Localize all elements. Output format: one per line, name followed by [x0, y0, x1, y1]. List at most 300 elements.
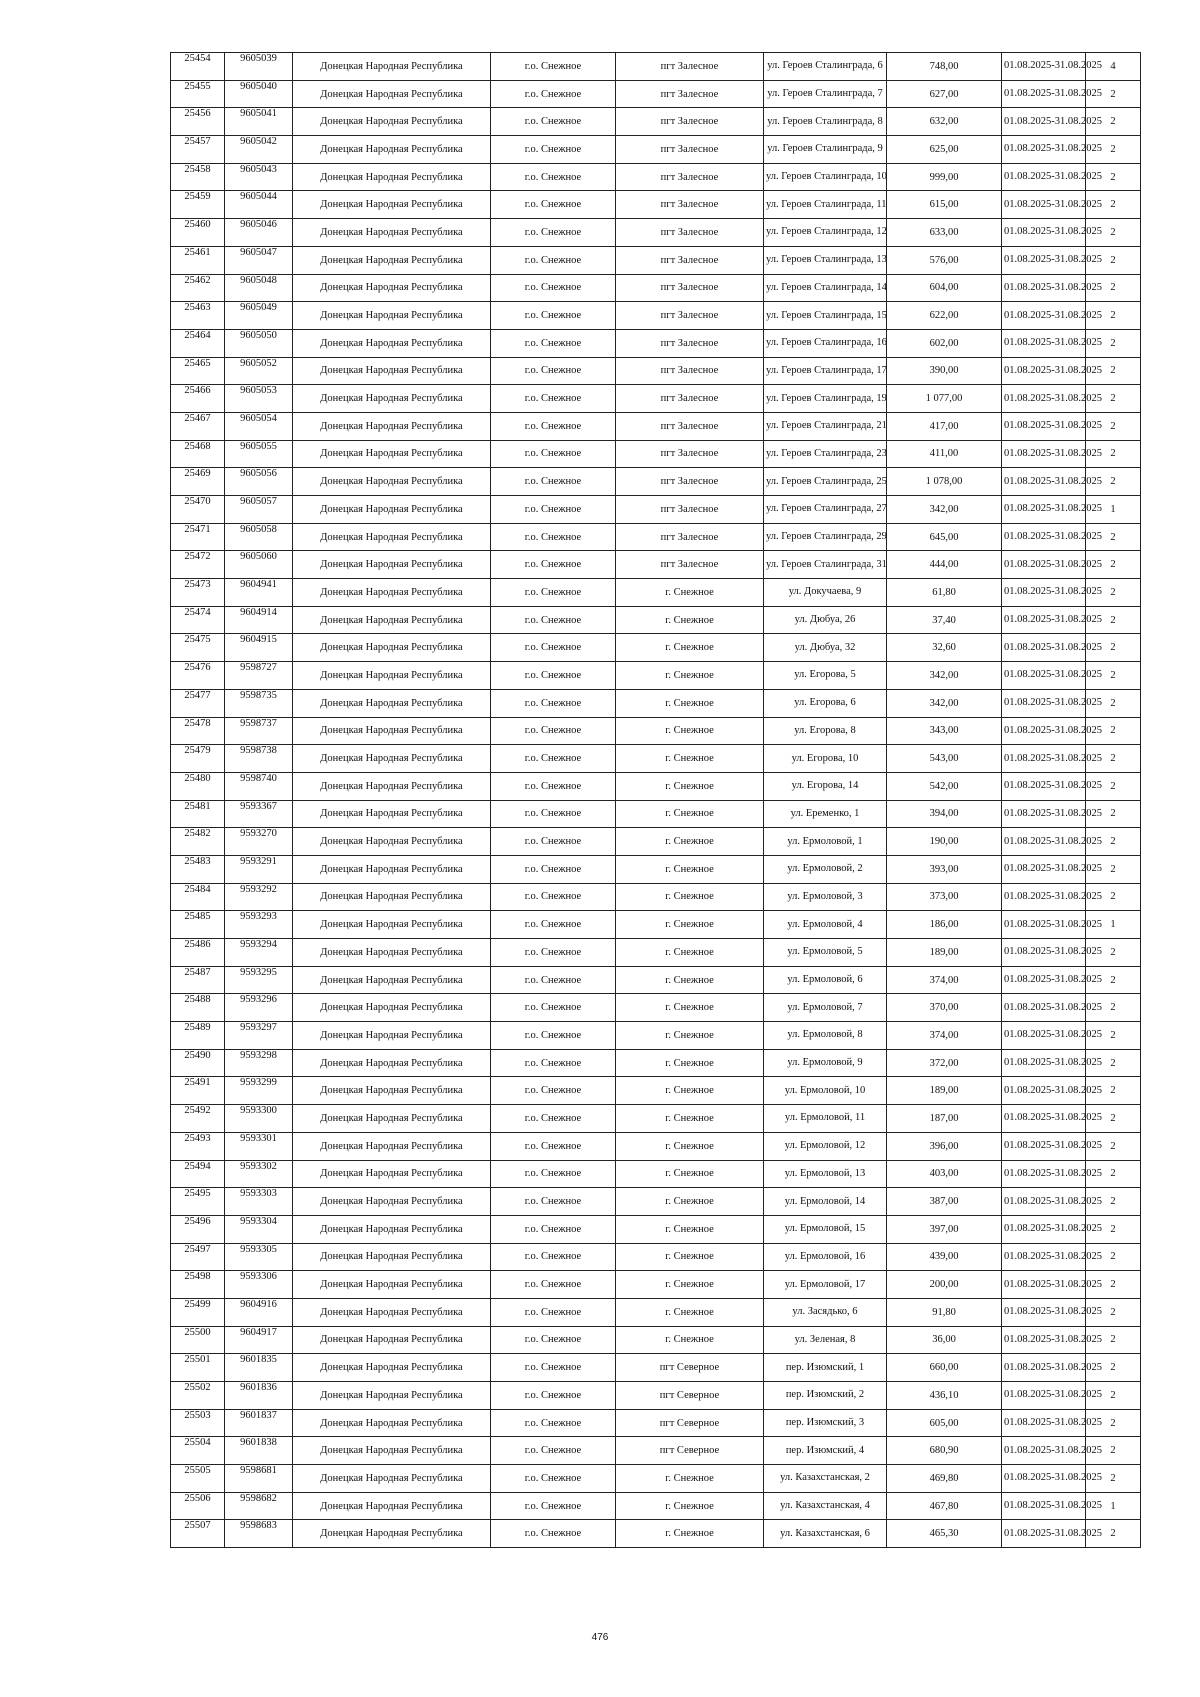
row-number: 25506 — [171, 1492, 225, 1520]
area-value: 604,00 — [887, 274, 1002, 302]
object-code: 9593292 — [225, 883, 293, 911]
area-value: 373,00 — [887, 883, 1002, 911]
table-row — [171, 717, 1141, 745]
republic-name: Донецкая Народная Республика — [293, 1271, 491, 1299]
republic-name: Донецкая Народная Республика — [293, 800, 491, 828]
municipal-district: г.о. Снежное — [491, 1354, 616, 1382]
billing-period: 01.08.2025-31.08.2025 — [1002, 1243, 1086, 1271]
street-address: ул. Ермоловой, 7 — [764, 994, 887, 1022]
billing-period: 01.08.2025-31.08.2025 — [1002, 1437, 1086, 1465]
table-row — [171, 468, 1141, 496]
settlement-name: г. Снежное — [616, 1520, 764, 1548]
republic-name: Донецкая Народная Республика — [293, 939, 491, 967]
count-value: 2 — [1086, 329, 1141, 357]
row-number: 25491 — [171, 1077, 225, 1105]
area-value: 342,00 — [887, 496, 1002, 524]
billing-period: 01.08.2025-31.08.2025 — [1002, 1077, 1086, 1105]
row-number: 25472 — [171, 551, 225, 579]
settlement-name: г. Снежное — [616, 1160, 764, 1188]
republic-name: Донецкая Народная Республика — [293, 1049, 491, 1077]
count-value: 2 — [1086, 302, 1141, 330]
republic-name: Донецкая Народная Республика — [293, 883, 491, 911]
street-address: ул. Ермоловой, 11 — [764, 1105, 887, 1133]
table-row — [171, 412, 1141, 440]
table-row — [171, 1382, 1141, 1410]
area-value: 680,90 — [887, 1437, 1002, 1465]
row-number: 25484 — [171, 883, 225, 911]
billing-period: 01.08.2025-31.08.2025 — [1002, 1160, 1086, 1188]
billing-period: 01.08.2025-31.08.2025 — [1002, 634, 1086, 662]
row-number: 25492 — [171, 1105, 225, 1133]
object-code: 9593294 — [225, 939, 293, 967]
count-value: 2 — [1086, 662, 1141, 690]
count-value: 1 — [1086, 1492, 1141, 1520]
object-code: 9605054 — [225, 412, 293, 440]
object-code: 9598735 — [225, 689, 293, 717]
count-value: 2 — [1086, 717, 1141, 745]
object-code: 9601837 — [225, 1409, 293, 1437]
billing-period: 01.08.2025-31.08.2025 — [1002, 1382, 1086, 1410]
row-number: 25462 — [171, 274, 225, 302]
settlement-name: г. Снежное — [616, 911, 764, 939]
area-value: 372,00 — [887, 1049, 1002, 1077]
republic-name: Донецкая Народная Республика — [293, 717, 491, 745]
table-row — [171, 357, 1141, 385]
street-address: ул. Героев Сталинграда, 25 — [764, 468, 887, 496]
table-row — [171, 1105, 1141, 1133]
count-value: 2 — [1086, 108, 1141, 136]
billing-period: 01.08.2025-31.08.2025 — [1002, 80, 1086, 108]
billing-period: 01.08.2025-31.08.2025 — [1002, 523, 1086, 551]
count-value: 2 — [1086, 468, 1141, 496]
object-code: 9605041 — [225, 108, 293, 136]
object-code: 9593299 — [225, 1077, 293, 1105]
area-value: 625,00 — [887, 136, 1002, 164]
table-row — [171, 274, 1141, 302]
municipal-district: г.о. Снежное — [491, 1022, 616, 1050]
page-number: 476 — [591, 1632, 609, 1643]
republic-name: Донецкая Народная Республика — [293, 246, 491, 274]
billing-period: 01.08.2025-31.08.2025 — [1002, 1215, 1086, 1243]
municipal-district: г.о. Снежное — [491, 1382, 616, 1410]
area-value: 390,00 — [887, 357, 1002, 385]
area-value: 397,00 — [887, 1215, 1002, 1243]
settlement-name: пгт Залесное — [616, 412, 764, 440]
republic-name: Донецкая Народная Республика — [293, 966, 491, 994]
billing-period: 01.08.2025-31.08.2025 — [1002, 828, 1086, 856]
municipal-district: г.о. Снежное — [491, 1160, 616, 1188]
area-value: 37,40 — [887, 606, 1002, 634]
municipal-district: г.о. Снежное — [491, 606, 616, 634]
table-row — [171, 219, 1141, 247]
row-number: 25490 — [171, 1049, 225, 1077]
table-row — [171, 745, 1141, 773]
object-code: 9593300 — [225, 1105, 293, 1133]
street-address: пер. Изюмский, 4 — [764, 1437, 887, 1465]
table-row — [171, 440, 1141, 468]
count-value: 2 — [1086, 1382, 1141, 1410]
street-address: ул. Егорова, 10 — [764, 745, 887, 773]
row-number: 25493 — [171, 1132, 225, 1160]
count-value: 2 — [1086, 855, 1141, 883]
settlement-name: пгт Залесное — [616, 163, 764, 191]
row-number: 25481 — [171, 800, 225, 828]
billing-period: 01.08.2025-31.08.2025 — [1002, 440, 1086, 468]
table-row — [171, 606, 1141, 634]
republic-name: Донецкая Народная Республика — [293, 274, 491, 302]
area-value: 615,00 — [887, 191, 1002, 219]
municipal-district: г.о. Снежное — [491, 1077, 616, 1105]
settlement-name: г. Снежное — [616, 939, 764, 967]
street-address: ул. Героев Сталинграда, 29 — [764, 523, 887, 551]
object-code: 9593293 — [225, 911, 293, 939]
table-row — [171, 191, 1141, 219]
row-number: 25505 — [171, 1465, 225, 1493]
count-value: 1 — [1086, 911, 1141, 939]
area-value: 32,60 — [887, 634, 1002, 662]
municipal-district: г.о. Снежное — [491, 939, 616, 967]
object-code: 9605048 — [225, 274, 293, 302]
row-number: 25464 — [171, 329, 225, 357]
billing-period: 01.08.2025-31.08.2025 — [1002, 191, 1086, 219]
settlement-name: г. Снежное — [616, 883, 764, 911]
object-code: 9593302 — [225, 1160, 293, 1188]
municipal-district: г.о. Снежное — [491, 800, 616, 828]
table-row — [171, 1298, 1141, 1326]
area-value: 627,00 — [887, 80, 1002, 108]
row-number: 25478 — [171, 717, 225, 745]
count-value: 2 — [1086, 1354, 1141, 1382]
republic-name: Донецкая Народная Республика — [293, 412, 491, 440]
row-number: 25459 — [171, 191, 225, 219]
area-value: 396,00 — [887, 1132, 1002, 1160]
object-code: 9598740 — [225, 772, 293, 800]
republic-name: Донецкая Народная Республика — [293, 662, 491, 690]
republic-name: Донецкая Народная Республика — [293, 219, 491, 247]
table-row — [171, 1465, 1141, 1493]
count-value: 2 — [1086, 163, 1141, 191]
street-address: ул. Ермоловой, 4 — [764, 911, 887, 939]
street-address: ул. Героев Сталинграда, 12 — [764, 219, 887, 247]
count-value: 2 — [1086, 80, 1141, 108]
street-address: ул. Ермоловой, 13 — [764, 1160, 887, 1188]
settlement-name: пгт Залесное — [616, 274, 764, 302]
republic-name: Донецкая Народная Республика — [293, 994, 491, 1022]
count-value: 1 — [1086, 496, 1141, 524]
table-row — [171, 1243, 1141, 1271]
row-number: 25465 — [171, 357, 225, 385]
count-value: 2 — [1086, 191, 1141, 219]
settlement-name: пгт Залесное — [616, 357, 764, 385]
settlement-name: пгт Залесное — [616, 385, 764, 413]
count-value: 2 — [1086, 551, 1141, 579]
municipal-district: г.о. Снежное — [491, 855, 616, 883]
street-address: ул. Казахстанская, 4 — [764, 1492, 887, 1520]
settlement-name: г. Снежное — [616, 1492, 764, 1520]
row-number: 25474 — [171, 606, 225, 634]
object-code: 9598683 — [225, 1520, 293, 1548]
area-value: 411,00 — [887, 440, 1002, 468]
row-number: 25483 — [171, 855, 225, 883]
billing-period: 01.08.2025-31.08.2025 — [1002, 412, 1086, 440]
billing-period: 01.08.2025-31.08.2025 — [1002, 1049, 1086, 1077]
table-row — [171, 108, 1141, 136]
table-row — [171, 828, 1141, 856]
billing-period: 01.08.2025-31.08.2025 — [1002, 1132, 1086, 1160]
count-value: 2 — [1086, 385, 1141, 413]
republic-name: Донецкая Народная Республика — [293, 1354, 491, 1382]
row-number: 25469 — [171, 468, 225, 496]
row-number: 25500 — [171, 1326, 225, 1354]
object-code: 9593296 — [225, 994, 293, 1022]
count-value: 2 — [1086, 1132, 1141, 1160]
billing-period: 01.08.2025-31.08.2025 — [1002, 274, 1086, 302]
object-code: 9605040 — [225, 80, 293, 108]
row-number: 25455 — [171, 80, 225, 108]
count-value: 2 — [1086, 1243, 1141, 1271]
municipal-district: г.о. Снежное — [491, 163, 616, 191]
object-code: 9605060 — [225, 551, 293, 579]
area-value: 200,00 — [887, 1271, 1002, 1299]
object-code: 9605053 — [225, 385, 293, 413]
row-number: 25485 — [171, 911, 225, 939]
area-value: 436,10 — [887, 1382, 1002, 1410]
table-row — [171, 385, 1141, 413]
street-address: пер. Изюмский, 2 — [764, 1382, 887, 1410]
count-value: 2 — [1086, 689, 1141, 717]
count-value: 2 — [1086, 1520, 1141, 1548]
object-code: 9601836 — [225, 1382, 293, 1410]
billing-period: 01.08.2025-31.08.2025 — [1002, 1022, 1086, 1050]
settlement-name: г. Снежное — [616, 662, 764, 690]
municipal-district: г.о. Снежное — [491, 53, 616, 81]
settlement-name: пгт Залесное — [616, 80, 764, 108]
billing-period: 01.08.2025-31.08.2025 — [1002, 551, 1086, 579]
municipal-district: г.о. Снежное — [491, 412, 616, 440]
billing-period: 01.08.2025-31.08.2025 — [1002, 911, 1086, 939]
municipal-district: г.о. Снежное — [491, 1271, 616, 1299]
area-value: 444,00 — [887, 551, 1002, 579]
municipal-district: г.о. Снежное — [491, 440, 616, 468]
billing-period: 01.08.2025-31.08.2025 — [1002, 939, 1086, 967]
table-row — [171, 966, 1141, 994]
street-address: ул. Героев Сталинграда, 23 — [764, 440, 887, 468]
street-address: пер. Изюмский, 3 — [764, 1409, 887, 1437]
billing-period: 01.08.2025-31.08.2025 — [1002, 302, 1086, 330]
row-number: 25499 — [171, 1298, 225, 1326]
area-value: 189,00 — [887, 939, 1002, 967]
area-value: 190,00 — [887, 828, 1002, 856]
municipal-district: г.о. Снежное — [491, 745, 616, 773]
billing-period: 01.08.2025-31.08.2025 — [1002, 219, 1086, 247]
billing-period: 01.08.2025-31.08.2025 — [1002, 1188, 1086, 1216]
object-code: 9605050 — [225, 329, 293, 357]
republic-name: Донецкая Народная Республика — [293, 1243, 491, 1271]
table-row — [171, 634, 1141, 662]
settlement-name: г. Снежное — [616, 717, 764, 745]
street-address: ул. Героев Сталинграда, 10 — [764, 163, 887, 191]
row-number: 25498 — [171, 1271, 225, 1299]
object-code: 9605058 — [225, 523, 293, 551]
settlement-name: г. Снежное — [616, 579, 764, 607]
count-value: 4 — [1086, 53, 1141, 81]
area-value: 439,00 — [887, 1243, 1002, 1271]
municipal-district: г.о. Снежное — [491, 966, 616, 994]
billing-period: 01.08.2025-31.08.2025 — [1002, 53, 1086, 81]
municipal-district: г.о. Снежное — [491, 108, 616, 136]
row-number: 25468 — [171, 440, 225, 468]
object-code: 9605056 — [225, 468, 293, 496]
count-value: 2 — [1086, 1022, 1141, 1050]
count-value: 2 — [1086, 634, 1141, 662]
settlement-name: г. Снежное — [616, 1105, 764, 1133]
settlement-name: пгт Залесное — [616, 551, 764, 579]
republic-name: Донецкая Народная Республика — [293, 689, 491, 717]
table-row — [171, 855, 1141, 883]
table-row — [171, 1354, 1141, 1382]
count-value: 2 — [1086, 1077, 1141, 1105]
municipal-district: г.о. Снежное — [491, 1465, 616, 1493]
table-row — [171, 1437, 1141, 1465]
street-address: ул. Ермоловой, 16 — [764, 1243, 887, 1271]
municipal-district: г.о. Снежное — [491, 1326, 616, 1354]
street-address: ул. Ермоловой, 15 — [764, 1215, 887, 1243]
area-value: 543,00 — [887, 745, 1002, 773]
street-address: ул. Казахстанская, 6 — [764, 1520, 887, 1548]
street-address: ул. Еременко, 1 — [764, 800, 887, 828]
area-value: 542,00 — [887, 772, 1002, 800]
street-address: ул. Докучаева, 9 — [764, 579, 887, 607]
records-table — [170, 52, 1141, 1548]
billing-period: 01.08.2025-31.08.2025 — [1002, 246, 1086, 274]
area-value: 374,00 — [887, 966, 1002, 994]
street-address: ул. Зеленая, 8 — [764, 1326, 887, 1354]
settlement-name: пгт Северное — [616, 1409, 764, 1437]
object-code: 9605044 — [225, 191, 293, 219]
billing-period: 01.08.2025-31.08.2025 — [1002, 163, 1086, 191]
row-number: 25496 — [171, 1215, 225, 1243]
table-row — [171, 689, 1141, 717]
count-value: 2 — [1086, 1409, 1141, 1437]
object-code: 9605052 — [225, 357, 293, 385]
area-value: 469,80 — [887, 1465, 1002, 1493]
street-address: ул. Ермоловой, 14 — [764, 1188, 887, 1216]
municipal-district: г.о. Снежное — [491, 1132, 616, 1160]
count-value: 2 — [1086, 274, 1141, 302]
count-value: 2 — [1086, 1049, 1141, 1077]
area-value: 633,00 — [887, 219, 1002, 247]
republic-name: Донецкая Народная Республика — [293, 745, 491, 773]
municipal-district: г.о. Снежное — [491, 828, 616, 856]
billing-period: 01.08.2025-31.08.2025 — [1002, 606, 1086, 634]
table-row — [171, 1409, 1141, 1437]
settlement-name: г. Снежное — [616, 800, 764, 828]
republic-name: Донецкая Народная Республика — [293, 191, 491, 219]
area-value: 370,00 — [887, 994, 1002, 1022]
settlement-name: г. Снежное — [616, 966, 764, 994]
street-address: ул. Ермоловой, 5 — [764, 939, 887, 967]
row-number: 25461 — [171, 246, 225, 274]
area-value: 387,00 — [887, 1188, 1002, 1216]
billing-period: 01.08.2025-31.08.2025 — [1002, 1409, 1086, 1437]
municipal-district: г.о. Снежное — [491, 994, 616, 1022]
area-value: 91,80 — [887, 1298, 1002, 1326]
settlement-name: г. Снежное — [616, 828, 764, 856]
row-number: 25463 — [171, 302, 225, 330]
republic-name: Донецкая Народная Республика — [293, 1132, 491, 1160]
table-row — [171, 772, 1141, 800]
municipal-district: г.о. Снежное — [491, 689, 616, 717]
street-address: ул. Ермоловой, 17 — [764, 1271, 887, 1299]
municipal-district: г.о. Снежное — [491, 1105, 616, 1133]
billing-period: 01.08.2025-31.08.2025 — [1002, 468, 1086, 496]
municipal-district: г.о. Снежное — [491, 1243, 616, 1271]
municipal-district: г.о. Снежное — [491, 662, 616, 690]
table-row — [171, 53, 1141, 81]
billing-period: 01.08.2025-31.08.2025 — [1002, 1492, 1086, 1520]
object-code: 9604914 — [225, 606, 293, 634]
area-value: 187,00 — [887, 1105, 1002, 1133]
count-value: 2 — [1086, 883, 1141, 911]
billing-period: 01.08.2025-31.08.2025 — [1002, 772, 1086, 800]
count-value: 2 — [1086, 1326, 1141, 1354]
settlement-name: пгт Залесное — [616, 191, 764, 219]
settlement-name: пгт Северное — [616, 1382, 764, 1410]
republic-name: Донецкая Народная Республика — [293, 1298, 491, 1326]
street-address: ул. Героев Сталинграда, 11 — [764, 191, 887, 219]
settlement-name: г. Снежное — [616, 1326, 764, 1354]
count-value: 2 — [1086, 994, 1141, 1022]
republic-name: Донецкая Народная Республика — [293, 385, 491, 413]
object-code: 9601838 — [225, 1437, 293, 1465]
municipal-district: г.о. Снежное — [491, 219, 616, 247]
table-row — [171, 911, 1141, 939]
table-row — [171, 1160, 1141, 1188]
municipal-district: г.о. Снежное — [491, 551, 616, 579]
municipal-district: г.о. Снежное — [491, 468, 616, 496]
settlement-name: г. Снежное — [616, 1243, 764, 1271]
count-value: 2 — [1086, 1188, 1141, 1216]
settlement-name: пгт Северное — [616, 1354, 764, 1382]
republic-name: Донецкая Народная Республика — [293, 855, 491, 883]
settlement-name: г. Снежное — [616, 1132, 764, 1160]
object-code: 9593306 — [225, 1271, 293, 1299]
row-number: 25501 — [171, 1354, 225, 1382]
object-code: 9604915 — [225, 634, 293, 662]
area-value: 645,00 — [887, 523, 1002, 551]
billing-period: 01.08.2025-31.08.2025 — [1002, 108, 1086, 136]
row-number: 25480 — [171, 772, 225, 800]
object-code: 9601835 — [225, 1354, 293, 1382]
row-number: 25489 — [171, 1022, 225, 1050]
republic-name: Донецкая Народная Республика — [293, 357, 491, 385]
republic-name: Донецкая Народная Республика — [293, 163, 491, 191]
street-address: ул. Ермоловой, 12 — [764, 1132, 887, 1160]
object-code: 9604916 — [225, 1298, 293, 1326]
billing-period: 01.08.2025-31.08.2025 — [1002, 966, 1086, 994]
area-value: 342,00 — [887, 689, 1002, 717]
table-row — [171, 800, 1141, 828]
area-value: 622,00 — [887, 302, 1002, 330]
object-code: 9593291 — [225, 855, 293, 883]
object-code: 9593301 — [225, 1132, 293, 1160]
count-value: 2 — [1086, 523, 1141, 551]
republic-name: Донецкая Народная Республика — [293, 1492, 491, 1520]
row-number: 25482 — [171, 828, 225, 856]
settlement-name: пгт Залесное — [616, 496, 764, 524]
municipal-district: г.о. Снежное — [491, 634, 616, 662]
billing-period: 01.08.2025-31.08.2025 — [1002, 357, 1086, 385]
